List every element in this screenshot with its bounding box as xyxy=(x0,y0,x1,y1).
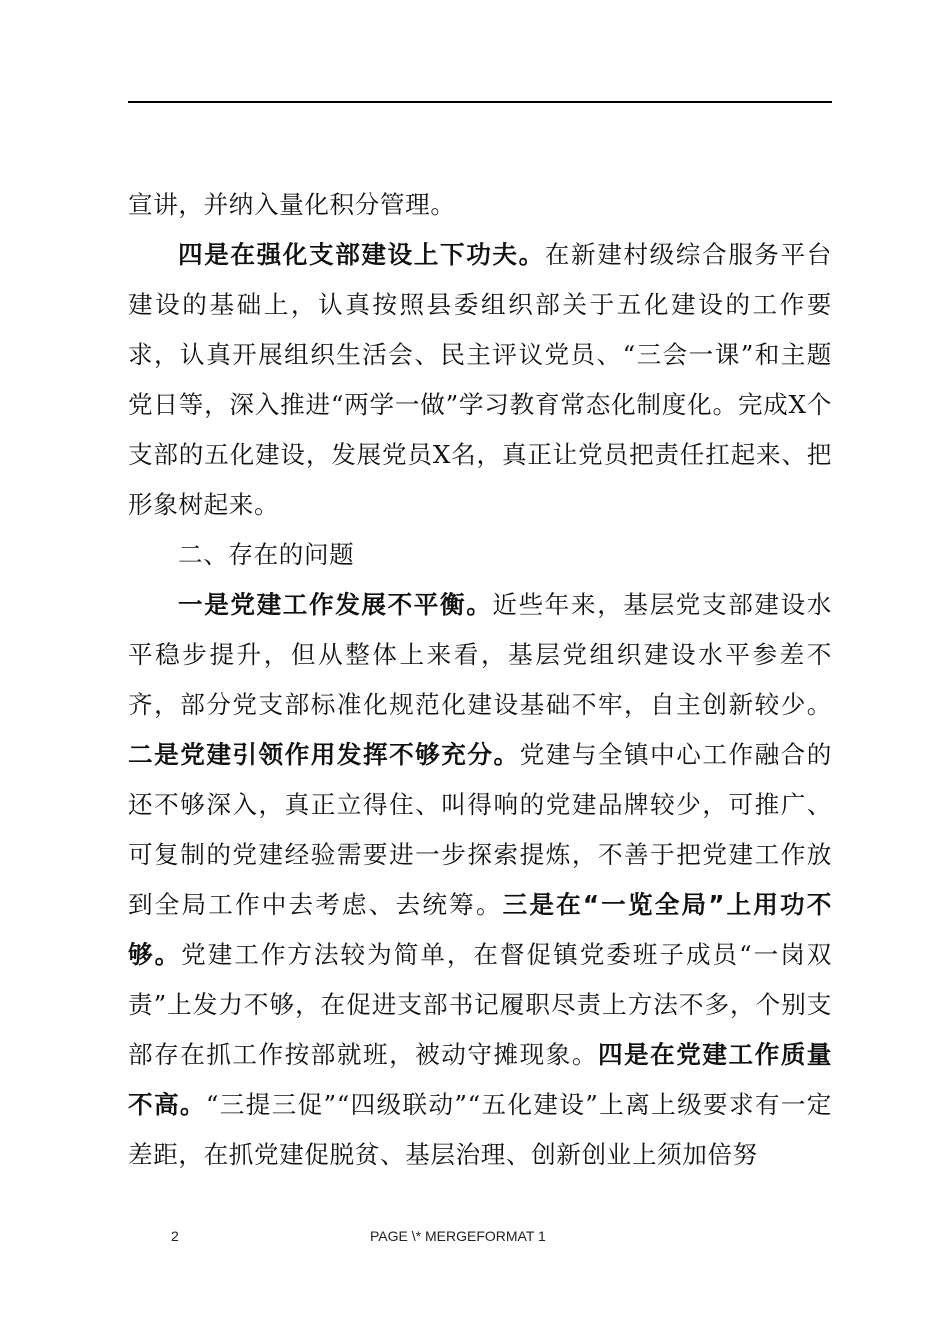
bold-lead: 三是在“一览全局”上用功不够。 xyxy=(128,890,832,969)
bold-lead: 四是在党建工作质量不高。 xyxy=(128,1040,832,1119)
paragraph-text: 党建工作方法较为简单，在督促镇党委班子成员“一岗双责”上发力不够，在促进支部书记履职尽责上方法不多，个别支部存在抓工作按部就班，被动守摊现象。 xyxy=(128,940,832,1069)
paragraph-text: 在新建村级综合服务平台建设的基础上，认真按照县委组织部关于五化建设的工作要求，认真开展组织生活会、民主评议党员、“三会一课”和主题党日等，深入推进“两学一做”学习教育常态化制度化。完成X个支部的五化建设，发展党员X名，真正让党员把责任扛起来、把形象树起来。 xyxy=(128,240,832,519)
paragraph-continuation xyxy=(128,180,832,230)
section-heading xyxy=(128,530,832,580)
header-rule xyxy=(128,101,832,103)
section-heading-text: 二、存在的问题 xyxy=(178,540,355,569)
bold-lead: 二是党建引领作用发挥不够充分。 xyxy=(128,740,520,769)
paragraph-problems xyxy=(128,580,832,1180)
paragraph-text: 近些年来，基层党支部建设水平稳步提升，但从整体上来看，基层党组织建设水平参差不齐，部分党支部标准化规范化建设基础不牢，自主创新较少。 xyxy=(128,590,832,719)
page-footer xyxy=(0,1228,950,1250)
page-number: 2 xyxy=(171,1228,179,1244)
bold-lead: 一是党建工作发展不平衡。 xyxy=(178,590,493,619)
bold-lead: 四是在强化支部建设上下功夫。 xyxy=(178,240,545,269)
paragraph-text: 宣讲，并纳入量化积分管理。 xyxy=(128,190,456,219)
document-body xyxy=(128,180,832,1180)
paragraph-text: “三提三促”“四级联动”“五化建设”上离上级要求有一定差距，在抓党建促脱贫、基层治理、创新创业上须加倍努 xyxy=(128,1090,832,1169)
paragraph-branch-building xyxy=(128,230,832,530)
page-field-code: PAGE \* MERGEFORMAT 1 xyxy=(370,1228,546,1244)
paragraph-text: 党建与全镇中心工作融合的还不够深入，真正立得住、叫得响的党建品牌较少，可推广、可复制的党建经验需要进一步探索提炼，不善于把党建工作放到全局工作中去考虑、去统筹。 xyxy=(128,740,832,919)
